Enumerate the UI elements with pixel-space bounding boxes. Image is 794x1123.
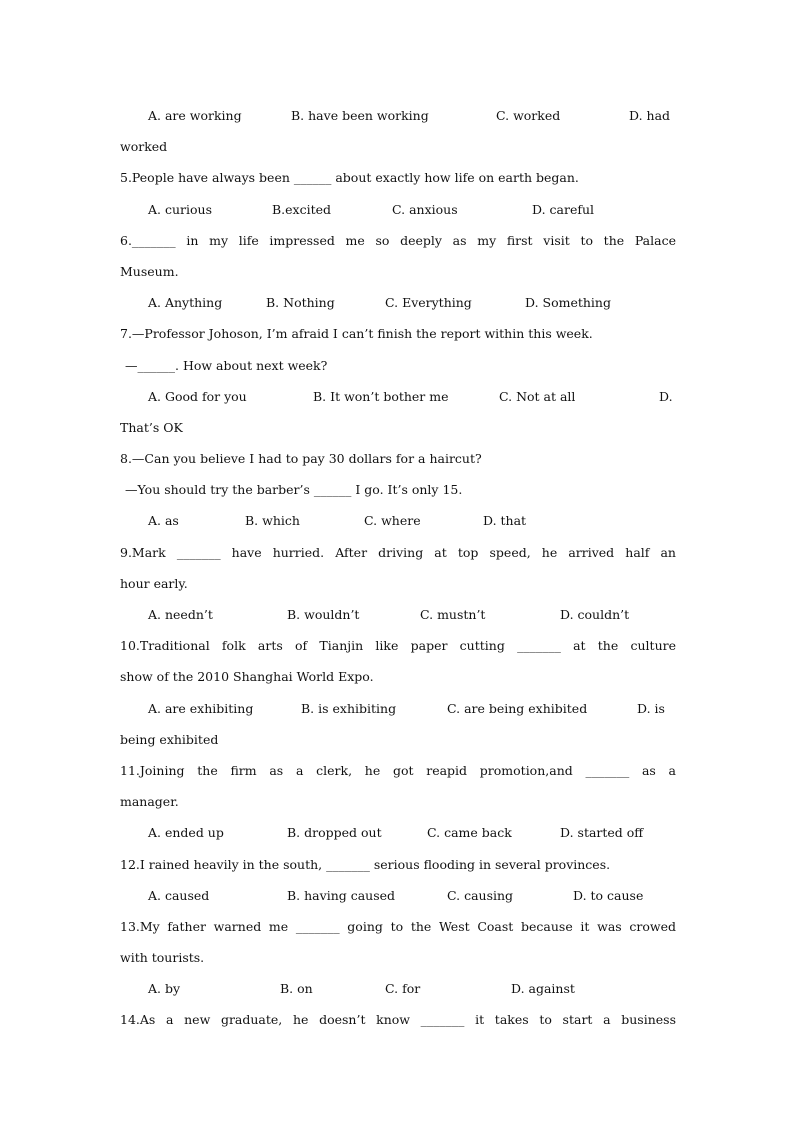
q5-option-b: B.excited [272, 201, 332, 217]
q9-stem: 9.Mark _______ have hurried. After driving at top speed, he arrived half an [120, 544, 676, 560]
q9-stem-continued: hour early. [120, 575, 188, 591]
q14-stem: 14.As a new graduate, he doesn’t know _______ it takes to start a business [120, 1012, 676, 1028]
q12-option-d: D. to cause [573, 887, 644, 903]
q10-options [120, 693, 676, 724]
q4-option-a: A. are working [148, 108, 242, 123]
q5-stem: 5.People have always been ______ about exactly how life on earth began. [120, 170, 579, 186]
q5-option-a: A. curious [148, 201, 212, 217]
q6-option-a: A. Anything [148, 295, 223, 311]
q8-option-a: A. as [148, 513, 179, 529]
q13-option-b: B. on [280, 981, 313, 997]
q6-option-c: C. Everything [385, 295, 472, 311]
q10-option-b: B. is exhibiting [301, 700, 397, 716]
q7-stem: 7.—Professor Johoson, I’m afraid I can’t finish the report within this week. [120, 326, 593, 342]
q11-stem-continued: manager. [120, 794, 179, 810]
q7-option-b: B. It won’t bother me [313, 388, 449, 404]
exam-page [120, 100, 676, 1036]
q5-option-c: C. anxious [392, 201, 458, 217]
q13-options [120, 973, 676, 1004]
q6-option-b: B. Nothing [266, 295, 335, 311]
q11-option-b: B. dropped out [287, 825, 382, 841]
q12-stem: 12.I rained heavily in the south, _______ serious flooding in several provinces. [120, 856, 611, 872]
q8-options [120, 505, 676, 536]
q7-stem-reply: —______. How about next week? [125, 357, 328, 373]
q7-option-c: C. Not at all [499, 388, 576, 404]
q8-option-b: B. which [245, 513, 300, 529]
q9-options [120, 599, 676, 630]
q4-option-d-continued: worked [120, 139, 168, 155]
q12-option-a: A. caused [148, 887, 210, 903]
q13-option-c: C. for [385, 981, 421, 997]
q6-option-d: D. Something [525, 295, 611, 311]
q10-option-c: C. are being exhibited [447, 700, 588, 716]
q10-option-a: A. are exhibiting [148, 700, 254, 716]
q7-option-d: D. [659, 388, 673, 404]
q11-stem: 11.Joining the firm as a clerk, he got reapid promotion,and _______ as a [120, 762, 676, 778]
q9-option-c: C. mustn’t [420, 607, 486, 622]
q4-option-d: D. had [629, 108, 671, 123]
q6-options [120, 287, 676, 318]
q7-options [120, 381, 676, 412]
q8-option-d: D. that [483, 513, 527, 529]
q13-stem: 13.My father warned me _______ going to the West Coast because it was crowed [120, 918, 676, 934]
q4-option-c: C. worked [496, 108, 561, 123]
q13-option-a: A. by [148, 981, 181, 997]
q4-option-b: B. have been working [291, 108, 429, 123]
q11-option-c: C. came back [427, 825, 512, 841]
q13-option-d: D. against [511, 981, 575, 997]
q6-stem: 6._______ in my life impressed me so deeply as my first visit to the Palace [120, 232, 676, 248]
q12-options [120, 880, 676, 911]
q10-option-d: D. is [637, 700, 665, 716]
q8-option-c: C. where [364, 513, 421, 529]
q9-option-a: A. needn’t [148, 607, 213, 622]
q10-stem-continued: show of the 2010 Shanghai World Expo. [120, 669, 374, 685]
q13-stem-continued: with tourists. [120, 950, 205, 966]
q12-option-c: C. causing [447, 887, 514, 903]
q8-stem: 8.—Can you believe I had to pay 30 dollars for a haircut? [120, 451, 482, 467]
q9-option-d: D. couldn’t [560, 607, 630, 622]
q11-options [120, 817, 676, 848]
q8-stem-reply: —You should try the barber’s ______ I go. It’s only 15. [125, 482, 463, 498]
q4-options [120, 100, 676, 131]
q5-options [120, 194, 676, 225]
q7-option-a: A. Good for you [148, 388, 247, 404]
q10-option-d-continued: being exhibited [120, 731, 219, 747]
q6-stem-continued: Museum. [120, 263, 179, 279]
q5-option-d: D. careful [532, 201, 595, 217]
q10-stem: 10.Traditional folk arts of Tianjin like paper cutting _______ at the culture [120, 638, 676, 654]
q7-option-d-continued: That’s OK [120, 419, 183, 435]
q9-option-b: B. wouldn’t [287, 607, 360, 622]
q11-option-a: A. ended up [148, 825, 224, 841]
q11-option-d: D. started off [560, 825, 644, 841]
q12-option-b: B. having caused [287, 887, 396, 903]
